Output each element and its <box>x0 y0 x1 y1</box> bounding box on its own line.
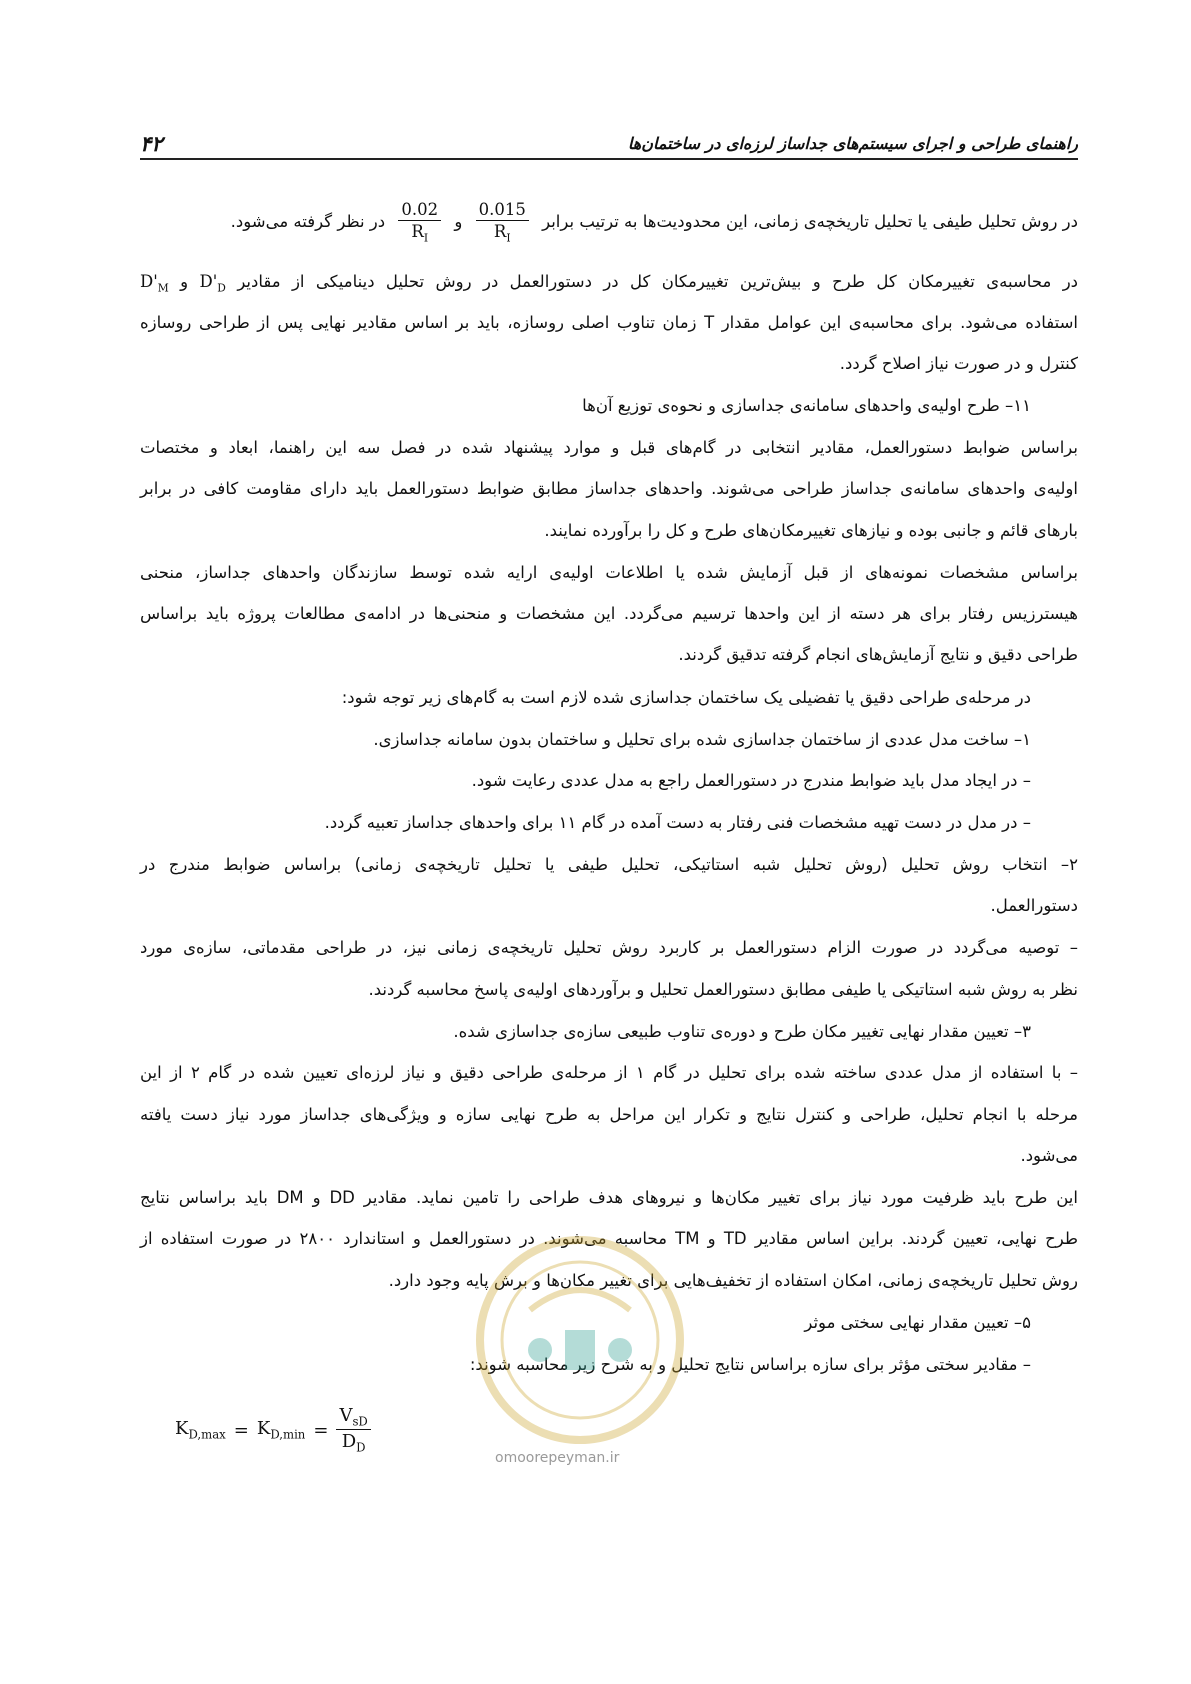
paragraph-line: در مرحله‌ی طراحی دقیق یا تفضیلی یک ساختمان جداسازی شده لازم است به گام‌های زیر توجه شود: <box>341 688 1031 707</box>
list-item: ۲– انتخاب روش تحلیل (روش تحلیل شبه استاتیکی، تحلیل طیفی یا تحلیل تاریخچه‌ی زمانی) براساس ضوابط مندرج در <box>140 855 1078 874</box>
list-item: – توصیه می‌گردد در صورت الزام دستورالعمل بر کاربرد روش تحلیل تاریخچه‌ی زمانی نیز، در طراحی مقدماتی، سازه‌ی مورد <box>140 938 1078 957</box>
list-item: – با استفاده از مدل عددی ساخته شده برای تحلیل در گام ۱ از مرحله‌ی طراحی دقیق و نیاز لرزه‌ای تعیین شده در گام ۲ از این <box>140 1063 1079 1082</box>
paragraph-line: بارهای قائم و جانبی بوده و نیازهای تغییرمکان‌های طرح و کل را برآورده نمایند. <box>544 521 1078 540</box>
section-heading: ۵– تعیین مقدار نهایی سختی موثر <box>804 1313 1031 1332</box>
paragraph-line: می‌شود. <box>1020 1146 1078 1165</box>
stiffness-equation: $K_{D,max}$ = $K_{D,min}$ = $\frac{V_{sD}}{D_D}$ <box>175 1405 371 1455</box>
list-item: – مقادیر سختی مؤثر برای سازه براساس نتایج تحلیل و به شرح زیر محاسبه شوند: <box>469 1355 1031 1374</box>
paragraph-line: در محاسبه‌ی تغییرمکان کل طرح و بیش‌ترین تغییرمکان کل در دستورالعمل در روش تحلیل دینامیکی از مقادیر $D'_D$ و $D'_M$ <box>140 272 1079 295</box>
paragraph-line: دستورالعمل. <box>990 896 1078 915</box>
paragraph-line: کنترل و در صورت نیاز اصلاح گردد. <box>839 354 1078 373</box>
paragraph-line: طرح نهایی، تعیین گردند. براین اساس مقادیر TD و TM محاسبه می‌شوند. در دستورالعمل و استاندارد ۲۸۰۰ در صورت استفاده از <box>140 1229 1079 1248</box>
list-item: – در مدل در دست تهیه مشخصات فنی رفتار به دست آمده در گام ۱۱ برای واحدهای جداساز تعبیه گردد. <box>324 813 1031 832</box>
paragraph-line: در روش تحلیل طیفی یا تحلیل تاریخچه‌ی زمانی، این محدودیت‌ها به ترتیب برابر $\frac{0.015}{R_I}$ و $\frac{0.02}{R_I}$ در نظر گرفته می‌شود. <box>230 200 1078 245</box>
watermark-logo <box>470 1230 690 1450</box>
paragraph-line: براساس مشخصات نمونه‌های از قبل آزمایش شده یا اطلاعات اولیه‌ی ارایه شده توسط سازندگان واحدهای جداساز، منحنی <box>140 563 1078 582</box>
list-item: – در ایجاد مدل باید ضوابط مندرج در دستورالعمل راجع به مدل عددی رعایت شود. <box>471 771 1031 790</box>
paragraph-line: نظر به روش شبه استاتیکی یا طیفی مطابق دستورالعمل تحلیل و برآوردهای اولیه‌ی پاسخ محاسبه گردند. <box>368 980 1078 999</box>
fraction: $\frac{0.015}{R_I}$ <box>476 200 529 245</box>
paragraph-line: استفاده می‌شود. برای محاسبه‌ی این عوامل مقدار T زمان تناوب اصلی روسازه، باید بر اساس مقادیر نهایی پس از طراحی روسازه <box>140 313 1078 332</box>
paragraph-line: مرحله با انجام تحلیل، طراحی و کنترل نتایج و تکرار این مراحل به طرح نهایی سازه و ویژگی‌های جداساز مورد نیاز دست یافته <box>140 1105 1078 1124</box>
page-header <box>140 128 1078 160</box>
paragraph-line: هیسترزیس رفتار برای هر دسته از این واحدها ترسیم می‌گردد. این مشخصات و منحنی‌ها در ادامه‌ی مطالعات پروژه باید براساس <box>140 604 1078 623</box>
fraction: $\frac{0.02}{R_I}$ <box>398 200 441 245</box>
page-number: ۴۲ <box>140 132 163 156</box>
running-title: راهنمای طراحی و اجرای سیستم‌های جداساز لرزه‌ای در ساختمان‌ها <box>627 134 1078 153</box>
list-item: ۱– ساخت مدل عددی از ساختمان جداسازی شده برای تحلیل و ساختمان بدون سامانه جداسازی. <box>373 730 1031 749</box>
paragraph-line: طراحی دقیق و نتایج آزمایش‌های انجام گرفته تدقیق گردند. <box>678 645 1078 664</box>
paragraph-line: اولیه‌ی واحدهای سامانه‌ی جداساز طراحی می‌شوند. واحدهای جداساز مطابق ضوابط دستورالعمل باید دارای مقاومت کافی در برابر <box>140 479 1078 498</box>
section-heading: ۱۱– طرح اولیه‌ی واحدهای سامانه‌ی جداسازی و نحوه‌ی توزیع آن‌ها <box>582 396 1031 415</box>
paragraph-line: این طرح باید ظرفیت مورد نیاز برای تغییر مکان‌ها و نیروهای هدف طراحی را تامین نماید. مقادیر DD و DM باید براساس نتایج <box>140 1188 1078 1207</box>
list-item: ۳– تعیین مقدار نهایی تغییر مکان طرح و دوره‌ی تناوب طبیعی سازه‌ی جداسازی شده. <box>453 1022 1031 1041</box>
fraction: $\frac{V_{sD}}{D_D}$ <box>336 1405 370 1455</box>
watermark-url: omoorepeyman.ir <box>495 1450 620 1466</box>
paragraph-line: براساس ضوابط دستورالعمل، مقادیر انتخابی در گام‌های قبل و موارد پیشنهاد شده در فصل سه این راهنما، ابعاد و مختصات <box>140 438 1078 457</box>
paragraph-line: روش تحلیل تاریخچه‌ی زمانی، امکان استفاده از تخفیف‌هایی برای تغییر مکان‌ها و برش پایه وجود دارد. <box>388 1271 1078 1290</box>
